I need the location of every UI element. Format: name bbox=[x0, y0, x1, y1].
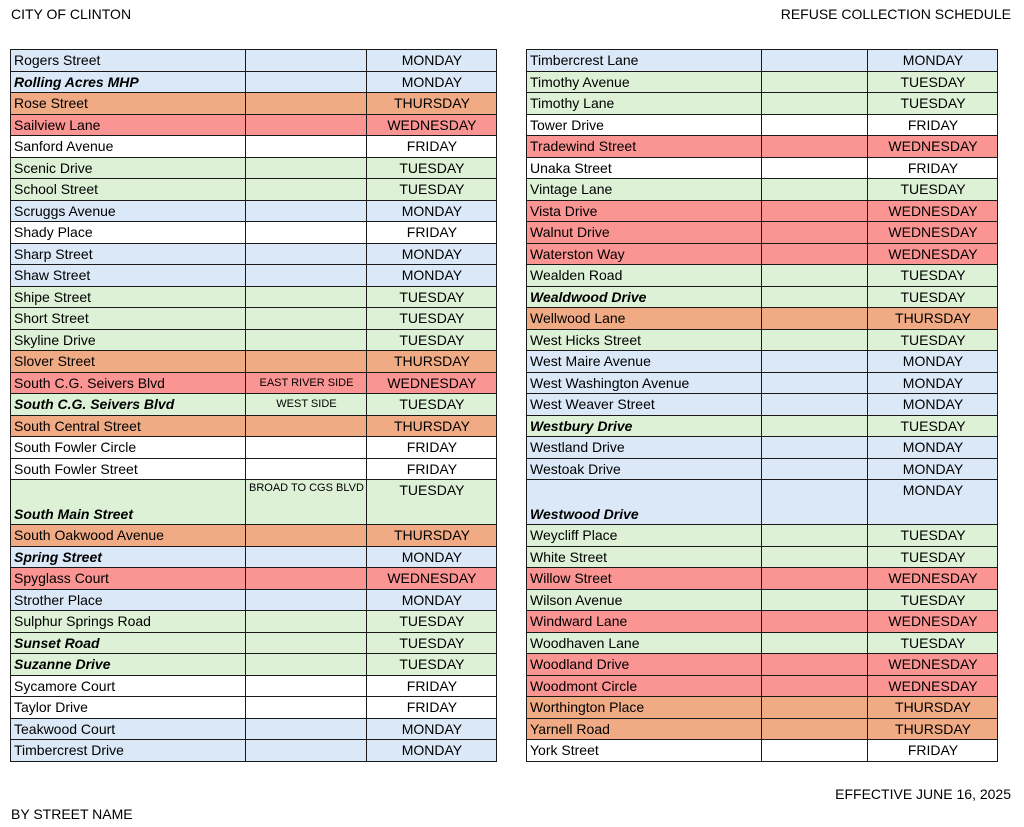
note-cell bbox=[762, 546, 868, 568]
collection-day-cell: TUESDAY bbox=[868, 632, 998, 654]
street-name-cell: Teakwood Court bbox=[11, 718, 246, 740]
note-cell bbox=[246, 458, 367, 480]
note-cell bbox=[762, 71, 868, 93]
table-row bbox=[527, 458, 998, 480]
street-name-cell: Wealdwood Drive bbox=[527, 286, 762, 308]
note-cell bbox=[246, 222, 367, 244]
note-cell: EAST RIVER SIDE bbox=[246, 372, 367, 394]
street-name-cell: Woodmont Circle bbox=[527, 675, 762, 697]
collection-day-cell: THURSDAY bbox=[366, 351, 496, 373]
street-name-cell: Vintage Lane bbox=[527, 179, 762, 201]
street-name-cell: Woodhaven Lane bbox=[527, 632, 762, 654]
table-row bbox=[11, 568, 497, 590]
note-cell bbox=[246, 157, 367, 179]
collection-day-cell: MONDAY bbox=[868, 351, 998, 373]
table-row bbox=[527, 50, 998, 72]
street-name-cell: Sunset Road bbox=[11, 632, 246, 654]
table-row bbox=[527, 675, 998, 697]
collection-day-cell: MONDAY bbox=[366, 740, 496, 762]
collection-day-cell: TUESDAY bbox=[366, 654, 496, 676]
note-cell bbox=[246, 243, 367, 265]
effective-date: EFFECTIVE JUNE 16, 2025 bbox=[835, 786, 1011, 802]
collection-day-cell: MONDAY bbox=[366, 243, 496, 265]
note-cell bbox=[246, 179, 367, 201]
street-name-cell: Sanford Avenue bbox=[11, 136, 246, 158]
table-row bbox=[11, 740, 497, 762]
collection-day-cell: MONDAY bbox=[868, 394, 998, 416]
street-name-cell: Sulphur Springs Road bbox=[11, 611, 246, 633]
note-cell bbox=[762, 222, 868, 244]
city-title: CITY OF CLINTON bbox=[11, 6, 132, 22]
table-row bbox=[11, 308, 497, 330]
table-row bbox=[11, 243, 497, 265]
note-cell bbox=[246, 200, 367, 222]
table-row bbox=[527, 286, 998, 308]
table-row bbox=[527, 697, 998, 719]
table-row bbox=[527, 308, 998, 330]
note-cell bbox=[762, 611, 868, 633]
street-name-cell: South Oakwood Avenue bbox=[11, 525, 246, 547]
street-name-cell: Woodland Drive bbox=[527, 654, 762, 676]
table-row bbox=[11, 480, 497, 525]
collection-day-cell: TUESDAY bbox=[868, 265, 998, 287]
table-row bbox=[11, 50, 497, 72]
table-row bbox=[11, 351, 497, 373]
table-row bbox=[527, 372, 998, 394]
street-name-cell: Westland Drive bbox=[527, 437, 762, 459]
collection-day-cell: TUESDAY bbox=[868, 93, 998, 115]
table-row bbox=[527, 415, 998, 437]
note-cell bbox=[762, 50, 868, 72]
collection-day-cell: MONDAY bbox=[366, 546, 496, 568]
note-cell bbox=[246, 525, 367, 547]
street-name-cell: Taylor Drive bbox=[11, 697, 246, 719]
table-row bbox=[11, 286, 497, 308]
table-row bbox=[527, 157, 998, 179]
street-name-cell: Rogers Street bbox=[11, 50, 246, 72]
collection-day-cell: WEDNESDAY bbox=[366, 568, 496, 590]
street-name-cell: Westoak Drive bbox=[527, 458, 762, 480]
street-name-cell: Scenic Drive bbox=[11, 157, 246, 179]
collection-day-cell: MONDAY bbox=[366, 200, 496, 222]
collection-day-cell: TUESDAY bbox=[366, 157, 496, 179]
collection-day-cell: THURSDAY bbox=[366, 415, 496, 437]
table-row bbox=[527, 136, 998, 158]
note-cell bbox=[246, 415, 367, 437]
table-row bbox=[11, 525, 497, 547]
table-row bbox=[527, 437, 998, 459]
collection-day-cell: WEDNESDAY bbox=[366, 372, 496, 394]
street-name-cell: West Maire Avenue bbox=[527, 351, 762, 373]
note-cell bbox=[762, 114, 868, 136]
note-cell bbox=[246, 437, 367, 459]
street-name-cell: Spyglass Court bbox=[11, 568, 246, 590]
collection-day-cell: TUESDAY bbox=[366, 179, 496, 201]
street-name-cell: Wellwood Lane bbox=[527, 308, 762, 330]
table-row bbox=[11, 611, 497, 633]
note-cell bbox=[762, 654, 868, 676]
note-cell bbox=[762, 200, 868, 222]
collection-day-cell: FRIDAY bbox=[868, 740, 998, 762]
street-name-cell: Timbercrest Lane bbox=[527, 50, 762, 72]
collection-day-cell: WEDNESDAY bbox=[868, 654, 998, 676]
note-cell bbox=[246, 611, 367, 633]
note-cell bbox=[762, 136, 868, 158]
note-cell bbox=[246, 632, 367, 654]
table-row bbox=[527, 71, 998, 93]
street-name-cell: Worthington Place bbox=[527, 697, 762, 719]
street-name-cell: Scruggs Avenue bbox=[11, 200, 246, 222]
sort-note: BY STREET NAME bbox=[11, 806, 133, 822]
street-name-cell: Rose Street bbox=[11, 93, 246, 115]
note-cell bbox=[246, 718, 367, 740]
note-cell bbox=[246, 589, 367, 611]
table-row bbox=[11, 200, 497, 222]
collection-day-cell: MONDAY bbox=[868, 50, 998, 72]
note-cell bbox=[762, 525, 868, 547]
collection-day-cell: FRIDAY bbox=[366, 136, 496, 158]
note-cell bbox=[762, 93, 868, 115]
note-cell bbox=[762, 286, 868, 308]
collection-day-cell: MONDAY bbox=[868, 458, 998, 480]
note-cell bbox=[762, 632, 868, 654]
note-cell bbox=[762, 568, 868, 590]
street-name-cell: West Washington Avenue bbox=[527, 372, 762, 394]
street-name-cell: West Hicks Street bbox=[527, 329, 762, 351]
street-name-cell: School Street bbox=[11, 179, 246, 201]
note-cell bbox=[762, 458, 868, 480]
note-cell bbox=[246, 568, 367, 590]
street-name-cell: Yarnell Road bbox=[527, 718, 762, 740]
collection-day-cell: WEDNESDAY bbox=[868, 200, 998, 222]
collection-day-cell: THURSDAY bbox=[868, 718, 998, 740]
collection-day-cell: WEDNESDAY bbox=[366, 114, 496, 136]
note-cell bbox=[246, 546, 367, 568]
street-name-cell: Spring Street bbox=[11, 546, 246, 568]
collection-day-cell: TUESDAY bbox=[868, 589, 998, 611]
table-row bbox=[11, 415, 497, 437]
table-row bbox=[527, 632, 998, 654]
collection-day-cell: MONDAY bbox=[366, 265, 496, 287]
collection-day-cell: TUESDAY bbox=[868, 525, 998, 547]
collection-day-cell: FRIDAY bbox=[366, 697, 496, 719]
collection-day-cell: FRIDAY bbox=[366, 222, 496, 244]
street-name-cell: Wilson Avenue bbox=[527, 589, 762, 611]
collection-day-cell: MONDAY bbox=[868, 437, 998, 459]
collection-day-cell: TUESDAY bbox=[868, 179, 998, 201]
table-row bbox=[527, 568, 998, 590]
note-cell bbox=[246, 114, 367, 136]
note-cell bbox=[246, 675, 367, 697]
street-name-cell: South Main Street bbox=[11, 480, 246, 525]
collection-day-cell: THURSDAY bbox=[366, 93, 496, 115]
table-row bbox=[11, 71, 497, 93]
street-name-cell: Tower Drive bbox=[527, 114, 762, 136]
collection-day-cell: FRIDAY bbox=[868, 157, 998, 179]
collection-day-cell: TUESDAY bbox=[868, 415, 998, 437]
street-name-cell: Timothy Avenue bbox=[527, 71, 762, 93]
street-name-cell: Wealden Road bbox=[527, 265, 762, 287]
collection-day-cell: TUESDAY bbox=[868, 71, 998, 93]
street-name-cell: White Street bbox=[527, 546, 762, 568]
street-name-cell: West Weaver Street bbox=[527, 394, 762, 416]
table-row bbox=[11, 157, 497, 179]
schedule-table-right bbox=[526, 49, 998, 762]
collection-day-cell: MONDAY bbox=[366, 589, 496, 611]
table-row bbox=[11, 93, 497, 115]
table-row bbox=[11, 179, 497, 201]
table-row bbox=[11, 458, 497, 480]
note-cell bbox=[246, 654, 367, 676]
table-row bbox=[527, 480, 998, 525]
note-cell bbox=[246, 136, 367, 158]
street-name-cell: Sharp Street bbox=[11, 243, 246, 265]
street-name-cell: Skyline Drive bbox=[11, 329, 246, 351]
collection-day-cell: FRIDAY bbox=[868, 114, 998, 136]
street-name-cell: Sycamore Court bbox=[11, 675, 246, 697]
note-cell bbox=[246, 697, 367, 719]
street-name-cell: Vista Drive bbox=[527, 200, 762, 222]
street-name-cell: Short Street bbox=[11, 308, 246, 330]
table-row bbox=[527, 93, 998, 115]
collection-day-cell: WEDNESDAY bbox=[868, 243, 998, 265]
street-name-cell: Unaka Street bbox=[527, 157, 762, 179]
collection-day-cell: MONDAY bbox=[366, 71, 496, 93]
street-name-cell: South Central Street bbox=[11, 415, 246, 437]
collection-day-cell: TUESDAY bbox=[868, 286, 998, 308]
collection-day-cell: TUESDAY bbox=[868, 329, 998, 351]
collection-day-cell: MONDAY bbox=[366, 718, 496, 740]
collection-day-cell: THURSDAY bbox=[868, 308, 998, 330]
table-row bbox=[527, 265, 998, 287]
street-name-cell: Waterston Way bbox=[527, 243, 762, 265]
table-row bbox=[527, 179, 998, 201]
collection-day-cell: THURSDAY bbox=[868, 697, 998, 719]
collection-day-cell: WEDNESDAY bbox=[868, 136, 998, 158]
collection-day-cell: TUESDAY bbox=[366, 611, 496, 633]
collection-day-cell: MONDAY bbox=[366, 50, 496, 72]
note-cell bbox=[762, 308, 868, 330]
collection-day-cell: WEDNESDAY bbox=[868, 222, 998, 244]
collection-day-cell: MONDAY bbox=[868, 372, 998, 394]
collection-day-cell: THURSDAY bbox=[366, 525, 496, 547]
table-row bbox=[527, 114, 998, 136]
note-cell bbox=[246, 50, 367, 72]
collection-day-cell: FRIDAY bbox=[366, 437, 496, 459]
street-name-cell: South Fowler Circle bbox=[11, 437, 246, 459]
table-row bbox=[11, 697, 497, 719]
note-cell bbox=[246, 308, 367, 330]
street-name-cell: Westbury Drive bbox=[527, 415, 762, 437]
table-row bbox=[11, 222, 497, 244]
collection-day-cell: FRIDAY bbox=[366, 675, 496, 697]
street-name-cell: South Fowler Street bbox=[11, 458, 246, 480]
note-cell bbox=[762, 157, 868, 179]
note-cell bbox=[246, 93, 367, 115]
note-cell bbox=[762, 718, 868, 740]
street-name-cell: Westwood Drive bbox=[527, 480, 762, 525]
table-row bbox=[11, 329, 497, 351]
street-name-cell: Strother Place bbox=[11, 589, 246, 611]
note-cell bbox=[246, 71, 367, 93]
table-row bbox=[527, 611, 998, 633]
note-cell bbox=[762, 351, 868, 373]
street-name-cell: Slover Street bbox=[11, 351, 246, 373]
street-name-cell: South C.G. Seivers Blvd bbox=[11, 372, 246, 394]
street-name-cell: Shady Place bbox=[11, 222, 246, 244]
collection-day-cell: WEDNESDAY bbox=[868, 675, 998, 697]
schedule-title: REFUSE COLLECTION SCHEDULE bbox=[780, 6, 1011, 22]
street-name-cell: Timothy Lane bbox=[527, 93, 762, 115]
table-row bbox=[527, 525, 998, 547]
table-row bbox=[527, 718, 998, 740]
collection-day-cell: MONDAY bbox=[868, 480, 998, 525]
note-cell: WEST SIDE bbox=[246, 394, 367, 416]
note-cell bbox=[246, 351, 367, 373]
note-cell bbox=[762, 697, 868, 719]
collection-day-cell: TUESDAY bbox=[366, 308, 496, 330]
note-cell bbox=[246, 329, 367, 351]
table-row bbox=[11, 546, 497, 568]
note-cell bbox=[246, 740, 367, 762]
note-cell bbox=[246, 265, 367, 287]
table-row bbox=[11, 675, 497, 697]
collection-day-cell: TUESDAY bbox=[366, 394, 496, 416]
table-row bbox=[11, 718, 497, 740]
street-name-cell: Weycliff Place bbox=[527, 525, 762, 547]
street-name-cell: Tradewind Street bbox=[527, 136, 762, 158]
street-name-cell: Windward Lane bbox=[527, 611, 762, 633]
table-row bbox=[527, 200, 998, 222]
schedule-table-left bbox=[10, 49, 497, 762]
table-row bbox=[11, 136, 497, 158]
table-row bbox=[11, 114, 497, 136]
street-name-cell: York Street bbox=[527, 740, 762, 762]
note-cell bbox=[762, 329, 868, 351]
collection-day-cell: WEDNESDAY bbox=[868, 568, 998, 590]
note-cell bbox=[762, 265, 868, 287]
note-cell bbox=[762, 480, 868, 525]
street-name-cell: Shaw Street bbox=[11, 265, 246, 287]
street-name-cell: Sailview Lane bbox=[11, 114, 246, 136]
table-row bbox=[527, 243, 998, 265]
street-name-cell: South C.G. Seivers Blvd bbox=[11, 394, 246, 416]
note-cell bbox=[762, 179, 868, 201]
table-row bbox=[11, 265, 497, 287]
note-cell bbox=[246, 286, 367, 308]
street-name-cell: Timbercrest Drive bbox=[11, 740, 246, 762]
note-cell bbox=[762, 394, 868, 416]
collection-day-cell: TUESDAY bbox=[868, 546, 998, 568]
note-cell: BROAD TO CGS BLVD bbox=[246, 480, 367, 525]
note-cell bbox=[762, 437, 868, 459]
street-name-cell: Willow Street bbox=[527, 568, 762, 590]
table-row bbox=[527, 654, 998, 676]
table-row bbox=[527, 546, 998, 568]
collection-day-cell: TUESDAY bbox=[366, 329, 496, 351]
note-cell bbox=[762, 372, 868, 394]
table-row bbox=[527, 740, 998, 762]
collection-day-cell: TUESDAY bbox=[366, 632, 496, 654]
collection-day-cell: WEDNESDAY bbox=[868, 611, 998, 633]
street-name-cell: Walnut Drive bbox=[527, 222, 762, 244]
table-row bbox=[11, 394, 497, 416]
note-cell bbox=[762, 415, 868, 437]
note-cell bbox=[762, 675, 868, 697]
table-row bbox=[11, 372, 497, 394]
table-row bbox=[527, 329, 998, 351]
note-cell bbox=[762, 740, 868, 762]
street-name-cell: Suzanne Drive bbox=[11, 654, 246, 676]
street-name-cell: Rolling Acres MHP bbox=[11, 71, 246, 93]
collection-day-cell: FRIDAY bbox=[366, 458, 496, 480]
table-row bbox=[11, 437, 497, 459]
note-cell bbox=[762, 243, 868, 265]
street-name-cell: Shipe Street bbox=[11, 286, 246, 308]
table-row bbox=[11, 654, 497, 676]
table-row bbox=[527, 394, 998, 416]
collection-day-cell: TUESDAY bbox=[366, 286, 496, 308]
table-row bbox=[527, 351, 998, 373]
table-row bbox=[527, 589, 998, 611]
note-cell bbox=[762, 589, 868, 611]
table-row bbox=[11, 632, 497, 654]
table-row bbox=[527, 222, 998, 244]
collection-day-cell: TUESDAY bbox=[366, 480, 496, 525]
table-row bbox=[11, 589, 497, 611]
